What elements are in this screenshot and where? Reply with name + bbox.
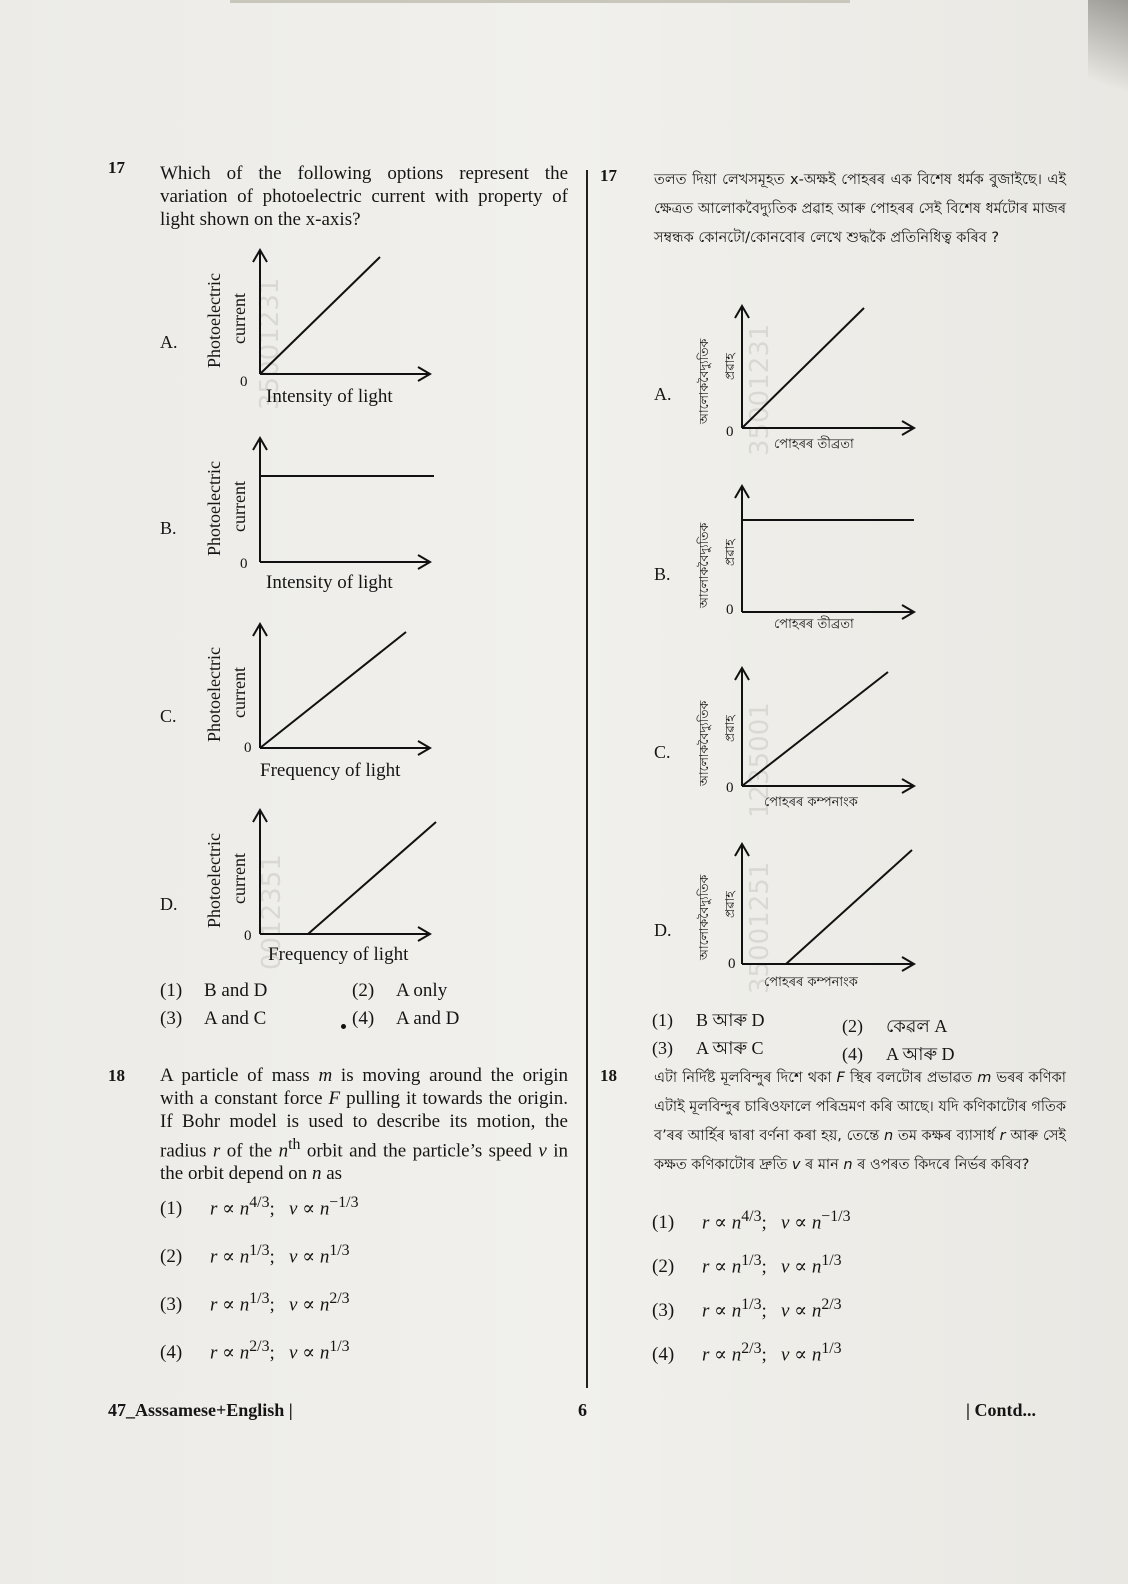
- q17-option-4-en: (4) A and D: [352, 1008, 460, 1029]
- y-label-line2: প্ৰৱাহ: [722, 353, 737, 380]
- q18-text-en: A particle of mass m is moving around the origin with a constant force F pulling it towards the origin. If Bohr model is used to describe its motion, the radius r of the $n^{th}$ orbit and the particle’s speed v in the orbit depend on n as: [160, 1065, 568, 1185]
- q17-graph-c-en: [196, 614, 446, 789]
- origin-zero: 0: [728, 956, 736, 972]
- y-label-line1: আলোকবৈদ্যুতিক: [696, 700, 711, 786]
- graph-d-plot-line: [786, 850, 912, 964]
- q17-graph-d-en: [196, 800, 446, 975]
- q18-option-4-en: (4) $r \propto n^{2/3}$; $v \propto n^{1/3}$: [160, 1338, 350, 1364]
- y-label-line2: প্ৰৱাহ: [722, 539, 737, 566]
- q18-option-1-en: (1) $r \propto n^{4/3}$; $v \propto n^{-1/3}$: [160, 1194, 359, 1220]
- page-corner-shadow: [1088, 0, 1128, 120]
- q18-number-as: 18: [600, 1066, 617, 1085]
- y-label-line1: আলোকবৈদ্যুতিক: [696, 338, 711, 424]
- q17-option-2-en: (2) A only: [352, 980, 448, 1001]
- origin-zero: 0: [726, 602, 734, 618]
- q17-graph-b-en: [196, 428, 446, 603]
- q17-option-1-as: (1) B আৰু D: [652, 1010, 765, 1030]
- y-label-line2: current: [229, 667, 249, 718]
- q17-graph-c-letter-en: C.: [160, 706, 177, 726]
- svg-text:0012351: 0012351: [257, 854, 287, 970]
- q17-graph-a-letter-as: A.: [654, 384, 672, 404]
- q17-number-as: 17: [600, 166, 617, 185]
- q17-graph-d-letter-as: D.: [654, 920, 672, 940]
- origin-zero: 0: [244, 740, 252, 756]
- q17-text-en: Which of the following options represent the variation of photoelectric current with property of light shown on the x-axis?: [160, 163, 568, 230]
- q18-option-1-as: (1) $r \propto n^{4/3}$; $v \propto n^{-1/3}$: [652, 1208, 851, 1234]
- q17-option-4-as: (4) A আৰু D: [842, 1044, 955, 1064]
- origin-zero: 0: [240, 556, 248, 572]
- q17-option-3-as: (3) A আৰু C: [652, 1038, 764, 1058]
- svg-text:1235001: 1235001: [745, 702, 775, 818]
- q18-option-2-en: (2) $r \propto n^{1/3}$; $v \propto n^{1/3}$: [160, 1242, 350, 1268]
- q17-graph-b-letter-en: B.: [160, 518, 177, 538]
- x-label: পোহৰৰ তীব্ৰতা: [774, 617, 854, 632]
- column-divider: [586, 170, 588, 1388]
- q18-option-4-as: (4) $r \propto n^{2/3}$; $v \propto n^{1/3}$: [652, 1340, 842, 1366]
- q17-option-3-en: (3) A and C: [160, 1008, 267, 1029]
- q18-option-3-as: (3) $r \propto n^{1/3}$; $v \propto n^{2/3}$: [652, 1296, 842, 1322]
- q17-graph-a-en: [196, 240, 446, 415]
- y-label-line2: প্ৰৱাহ: [722, 715, 737, 742]
- q17-graph-d-as: [688, 834, 938, 1004]
- y-label-line1: Photoelectric: [204, 273, 224, 368]
- pen-mark-dot: [341, 1024, 346, 1029]
- q17-graph-a-letter-en: A.: [160, 332, 178, 352]
- origin-zero: 0: [726, 780, 734, 796]
- origin-zero: 0: [726, 424, 734, 440]
- x-label: পোহৰৰ কম্পনাংক: [764, 795, 858, 810]
- x-label: Frequency of light: [260, 760, 401, 781]
- q18-option-3-en: (3) $r \propto n^{1/3}$; $v \propto n^{2/3}$: [160, 1290, 350, 1316]
- y-label-line2: current: [229, 853, 249, 904]
- x-label: Intensity of light: [266, 572, 393, 593]
- x-label: পোহৰৰ কম্পনাংক: [764, 975, 858, 990]
- graph-d-plot-line: [308, 822, 436, 934]
- x-label: পোহৰৰ তীব্ৰতা: [774, 437, 854, 452]
- q18-text-as: এটা নিৰ্দিষ্ট মূলবিন্দুৰ দিশে থকা F স্থিৰ বলটোৰ প্ৰভাৱত m ভৰৰ কণিকা এটাই মূলবিন্দুৰ চাৰিওফালে পৰিভ্ৰমণ কৰি আছে। যদি কণিকাটোৰ গতিক ব’ৰৰ আৰ্হিৰ দ্বাৰা বৰ্ণনা কৰা হয়, তেন্তে n তম কক্ষৰ ব্যাসাৰ্ধ r আৰু সেই কক্ষত কণিকাটোৰ দ্ৰুতি v ৰ মান n ৰ ওপৰত কিদৰে নিৰ্ভৰ কৰিব?: [654, 1070, 1067, 1173]
- y-label-line1: Photoelectric: [204, 833, 224, 928]
- y-label-line1: Photoelectric: [204, 647, 224, 742]
- y-label-line1: Photoelectric: [204, 461, 224, 556]
- q17-number-en: 17: [108, 158, 125, 177]
- q17-graph-d-letter-en: D.: [160, 894, 178, 914]
- q17-option-1-en: (1) B and D: [160, 980, 268, 1001]
- x-label: Intensity of light: [266, 386, 393, 407]
- q17-graph-c-letter-as: C.: [654, 742, 671, 762]
- y-label-line1: আলোকবৈদ্যুতিক: [696, 874, 711, 960]
- q17-graph-b-letter-as: B.: [654, 564, 671, 584]
- q17-graph-c-as: [688, 658, 938, 828]
- q18-number-en: 18: [108, 1066, 125, 1085]
- graph-c-plot-line: [260, 632, 406, 748]
- q17-option-2-as: (2) কেৱল A: [842, 1016, 948, 1036]
- y-label-line2: current: [229, 481, 249, 532]
- footer-contd: | Contd...: [966, 1400, 1036, 1420]
- y-label-line1: আলোকবৈদ্যুতিক: [696, 522, 711, 608]
- y-label-line2: প্ৰৱাহ: [722, 891, 737, 918]
- q17-text-as: তলত দিয়া লেখসমূহত x-অক্ষই পোহৰৰ এক বিশেষ ধৰ্মক বুজাইছে। এই ক্ষেত্ৰত আলোকবৈদ্যুতিক প্ৰৱাহ আৰু পোহৰৰ সেই বিশেষ ধৰ্মটোৰ মাজৰ সম্বন্ধক কোনটো/কোনবোৰ লেখে শুদ্ধকৈ প্ৰতিনিধিত্ব কৰিব ?: [654, 172, 1066, 246]
- footer-booklet-code: 47_Asssamese+English |: [108, 1400, 293, 1420]
- q17-graph-b-as: [688, 476, 938, 646]
- y-label-line2: current: [229, 293, 249, 344]
- svg-text:35001231: 35001231: [255, 277, 285, 410]
- origin-zero: 0: [240, 374, 248, 390]
- svg-text:35001231: 35001231: [745, 323, 775, 456]
- q18-option-2-as: (2) $r \propto n^{1/3}$; $v \propto n^{1/3}$: [652, 1252, 842, 1278]
- origin-zero: 0: [244, 928, 252, 944]
- footer-page-number: 6: [578, 1400, 587, 1420]
- top-edge-line: [230, 0, 850, 3]
- q17-graph-a-as: [688, 296, 938, 466]
- x-label: Frequency of light: [268, 944, 409, 965]
- svg-text:35001251: 35001251: [745, 861, 775, 994]
